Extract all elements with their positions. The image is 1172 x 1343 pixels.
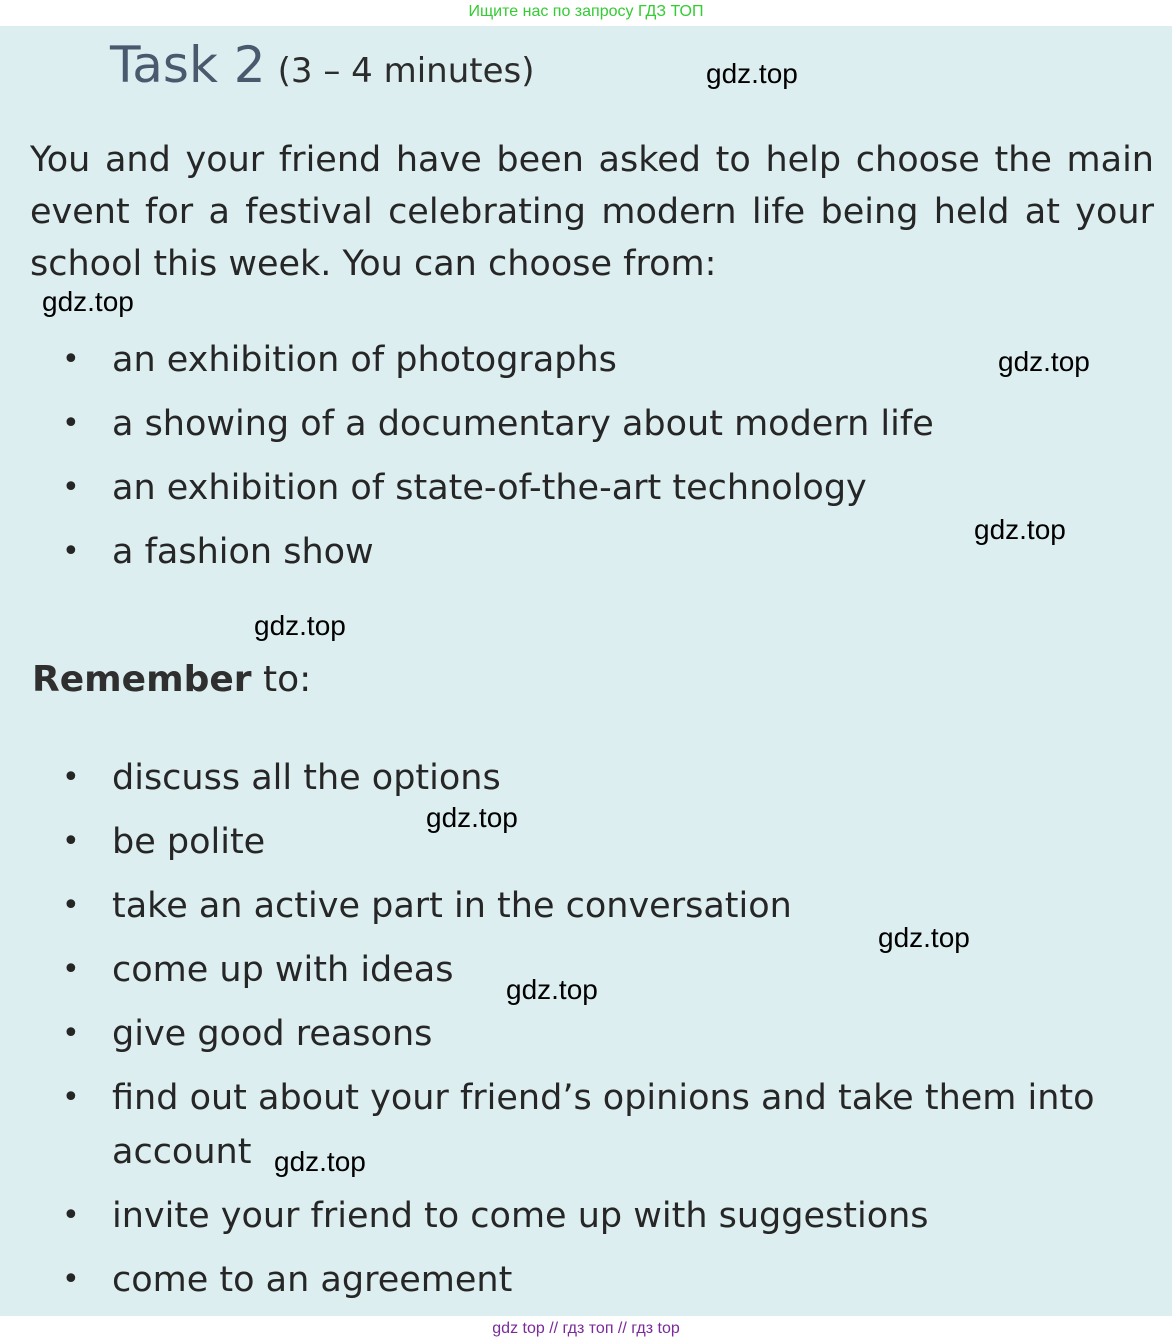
watermark: gdz.top (974, 514, 1066, 545)
task-heading (110, 36, 534, 94)
bullet: • (62, 760, 80, 795)
task-duration: (3 – 4 minutes) (277, 51, 535, 91)
watermark: gdz.top (998, 346, 1090, 377)
bullet: • (62, 1080, 80, 1115)
bullet: • (62, 1262, 80, 1297)
textbook-page: Task 2 (3 – 4 minutes) You and your friend have been asked to help choose the main event for a festival celebrating modern life being held at your school this week. You can choose from: • an exhibition of photographs • a showing of a documentary about modern life • an exhibition of state-of-the-art technology • a fashion show Remember to: • discuss all the options • be polite • take an active part in the conversation • come up with ideas • give good reasons • find out about your friend’s opinions and take them into account • invite your friend to come up with suggestions • come to an agreement gdz.top gdz.top gdz.top gdz.top gdz.top gdz.top gdz.top gdz.top gdz.top (0, 26, 1172, 1316)
bullet: • (62, 824, 80, 859)
bullet: • (62, 1198, 80, 1233)
watermark: gdz.top (426, 802, 518, 833)
watermark: gdz.top (878, 922, 970, 953)
bullet: • (62, 470, 80, 505)
watermark: gdz.top (274, 1146, 366, 1177)
watermark: gdz.top (42, 286, 134, 317)
top-banner: Ищите нас по запросу ГДЗ ТОП (0, 0, 1172, 26)
bottom-banner: gdz top // гдз топ // гдз top (0, 1316, 1172, 1343)
remember-rest: to: (251, 659, 312, 700)
remember-bold: Remember (32, 659, 252, 700)
watermark: gdz.top (254, 610, 346, 641)
task-intro: You and your friend have been asked to help choose the main event for a festival celebrating modern life being held at your school this week. You can choose from: (30, 140, 1154, 284)
watermark: gdz.top (706, 58, 798, 89)
watermark: gdz.top (506, 974, 598, 1005)
task-title: Task 2 (110, 36, 266, 94)
bullet: • (62, 406, 80, 441)
bullet: • (62, 534, 80, 569)
bullet: • (62, 342, 80, 377)
remember-heading (32, 659, 311, 700)
bullet: • (62, 952, 80, 987)
bullet: • (62, 1016, 80, 1051)
bullet: • (62, 888, 80, 923)
